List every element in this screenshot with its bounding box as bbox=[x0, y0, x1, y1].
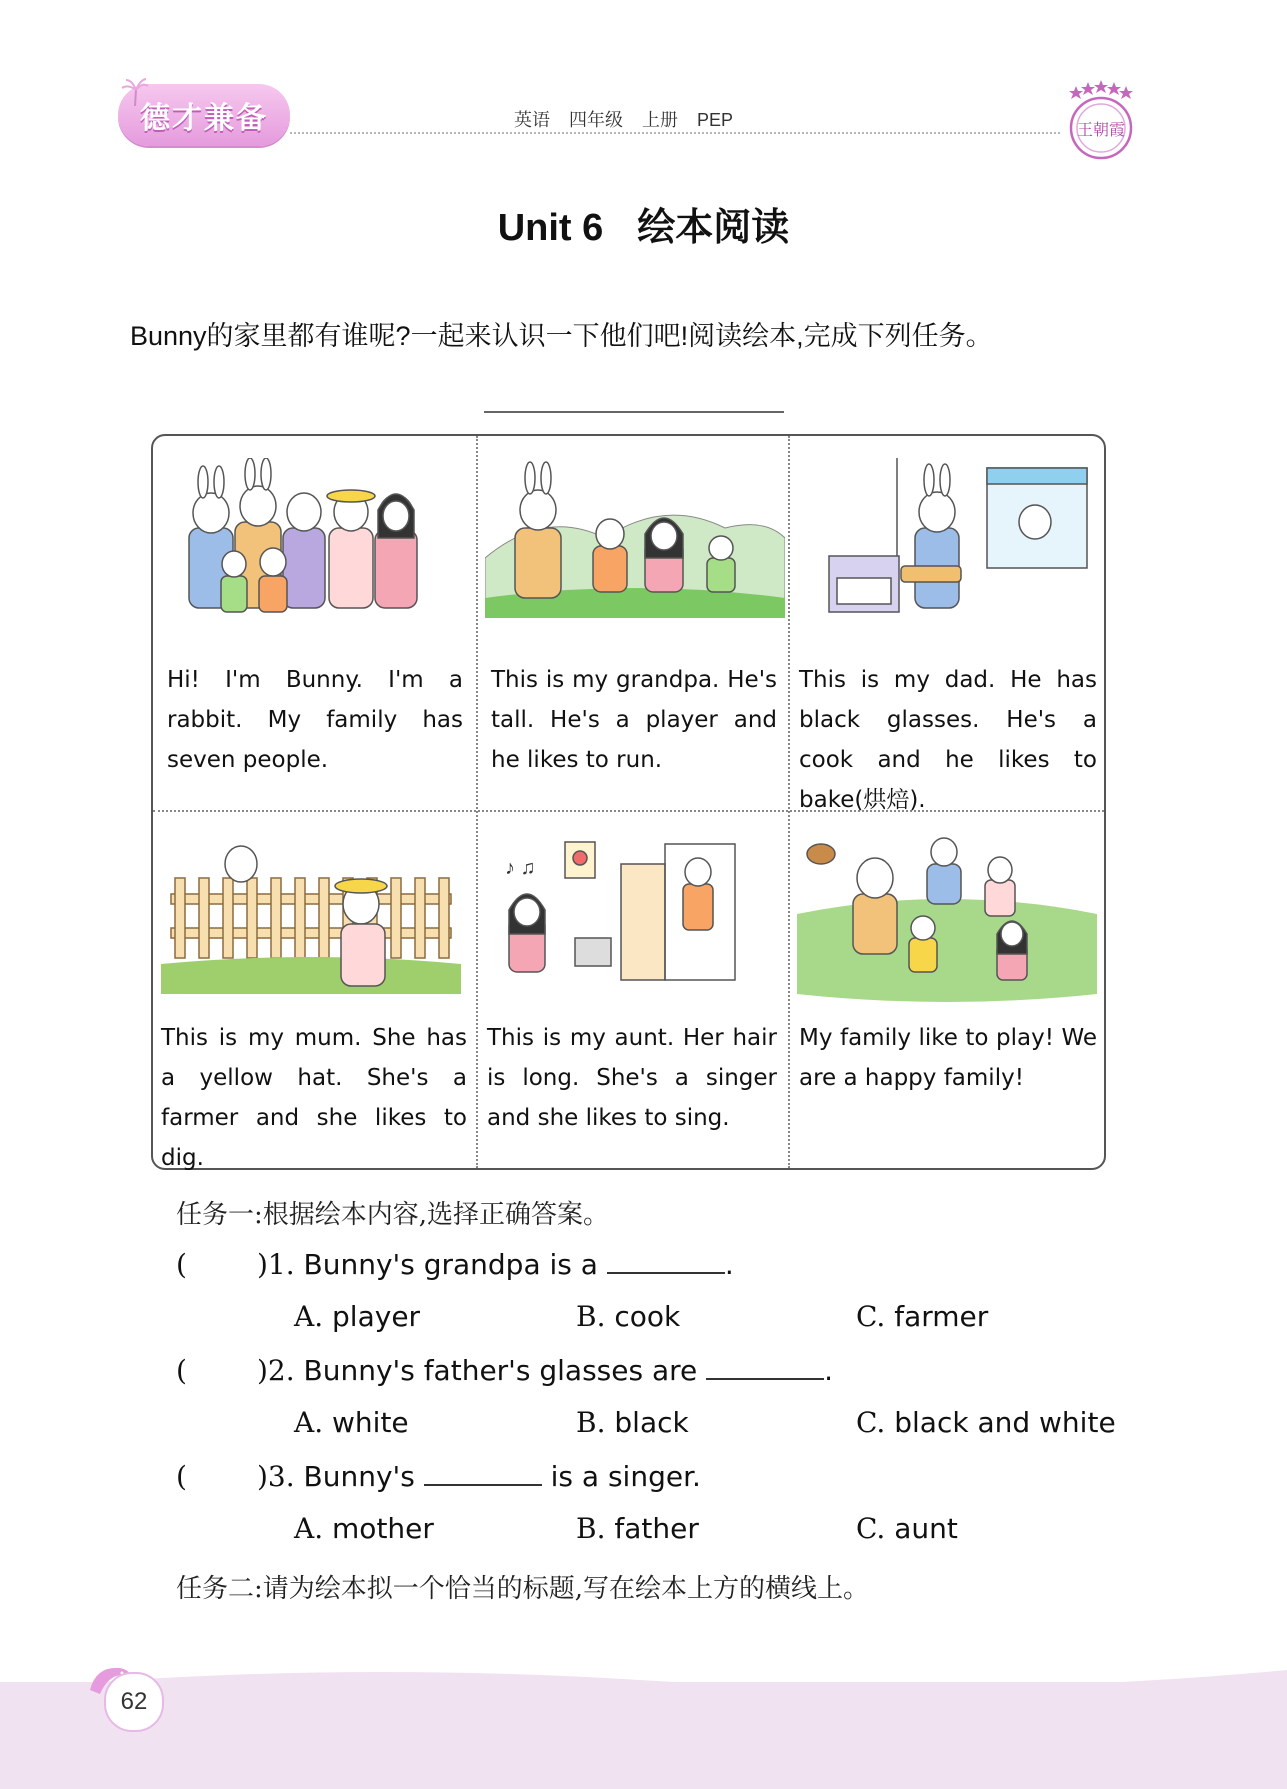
header-divider bbox=[290, 132, 1060, 134]
option-text: farmer bbox=[894, 1300, 989, 1333]
dad-illustration bbox=[797, 458, 1097, 628]
answer-paren-open: ( bbox=[176, 1354, 187, 1387]
option-letter: C. bbox=[856, 1300, 886, 1333]
panel-aunt bbox=[477, 812, 788, 1170]
option-letter: C. bbox=[856, 1512, 886, 1545]
option-text: white bbox=[332, 1406, 409, 1439]
option-text: father bbox=[614, 1512, 699, 1545]
panel-caption: This is my aunt. Her hair is long. She's a singer and she likes to sing. bbox=[487, 1025, 777, 1131]
option-c[interactable] bbox=[856, 1300, 988, 1333]
task2-heading: 任务二:请为绘本拟一个恰当的标题,写在绘本上方的横线上。 bbox=[176, 1574, 870, 1604]
fill-blank[interactable] bbox=[607, 1246, 725, 1274]
question-2 bbox=[176, 1352, 833, 1387]
fill-blank[interactable] bbox=[424, 1458, 542, 1486]
question-text: Bunny's father's glasses are bbox=[303, 1354, 698, 1387]
panel-caption: My family like to play! We are a happy family! bbox=[799, 1025, 1097, 1091]
edition-label: PEP bbox=[697, 110, 734, 130]
option-text: black bbox=[614, 1406, 689, 1439]
question-1 bbox=[176, 1246, 734, 1281]
topic-label: 绘本阅读 bbox=[637, 207, 790, 249]
option-text: cook bbox=[614, 1300, 681, 1333]
question-text-end: is a singer. bbox=[550, 1460, 701, 1493]
panel-play bbox=[789, 812, 1104, 1170]
question-number: 2. bbox=[267, 1354, 295, 1387]
panel-dad bbox=[789, 436, 1104, 813]
unit-label: Unit 6 bbox=[497, 207, 604, 249]
question-text-end: . bbox=[824, 1354, 834, 1387]
answer-paren-open: ( bbox=[176, 1248, 187, 1281]
panel-caption: Hi! I'm Bunny. I'm a rabbit. My family has seven people. bbox=[167, 667, 463, 773]
footer-band bbox=[0, 1682, 1287, 1789]
palm-tree-icon bbox=[120, 78, 150, 108]
option-letter: C. bbox=[856, 1406, 886, 1439]
question-text: Bunny's grandpa is a bbox=[303, 1248, 598, 1281]
panel-mum bbox=[153, 812, 475, 1170]
picture-book bbox=[151, 434, 1106, 1170]
family-illustration bbox=[161, 458, 461, 628]
question-text: Bunny's bbox=[303, 1460, 415, 1493]
grandpa-illustration bbox=[485, 458, 785, 628]
option-c[interactable] bbox=[856, 1406, 1116, 1439]
title-answer-line[interactable] bbox=[484, 411, 784, 413]
option-text: aunt bbox=[894, 1512, 958, 1545]
brand-logo-text: 德才兼备 bbox=[140, 101, 268, 136]
task1-heading: 任务一:根据绘本内容,选择正确答案。 bbox=[176, 1200, 610, 1230]
page-title bbox=[0, 196, 1287, 251]
answer-paren-close: ) bbox=[256, 1460, 268, 1493]
option-text: mother bbox=[332, 1512, 434, 1545]
play-illustration bbox=[797, 834, 1097, 1004]
question-text-end: . bbox=[724, 1248, 734, 1281]
answer-paren-close: ) bbox=[256, 1354, 268, 1387]
panel-caption: This is my mum. She has a yellow hat. She's a farmer and she likes to dig. bbox=[161, 1025, 467, 1171]
seal-text: 王朝霞 bbox=[1076, 120, 1126, 139]
panel-caption: This is my dad. He has black glasses. He's a cook and he likes to bake(烘焙). bbox=[799, 667, 1097, 813]
option-b[interactable] bbox=[576, 1512, 699, 1545]
aunt-illustration bbox=[485, 834, 785, 1004]
option-text: black and white bbox=[894, 1406, 1116, 1439]
option-letter: B. bbox=[576, 1406, 606, 1439]
option-letter: A. bbox=[294, 1512, 324, 1545]
intro-text: Bunny的家里都有谁呢?一起来认识一下他们吧!阅读绘本,完成下列任务。 bbox=[130, 321, 993, 351]
volume-label: 上册 bbox=[642, 110, 679, 130]
seal-icon bbox=[1064, 78, 1138, 164]
header-meta bbox=[514, 106, 733, 132]
mum-illustration bbox=[161, 834, 461, 1004]
option-letter: B. bbox=[576, 1512, 606, 1545]
answer-paren-close: ) bbox=[256, 1248, 268, 1281]
option-letter: A. bbox=[294, 1300, 324, 1333]
option-letter: A. bbox=[294, 1406, 324, 1439]
question-number: 3. bbox=[267, 1460, 295, 1493]
question-3 bbox=[176, 1458, 701, 1493]
subject-label: 英语 bbox=[514, 110, 550, 130]
option-a[interactable] bbox=[294, 1300, 420, 1333]
panel-caption: This is my grandpa. He's tall. He's a player and he likes to run. bbox=[491, 667, 777, 773]
fill-blank[interactable] bbox=[706, 1352, 824, 1380]
option-b[interactable] bbox=[576, 1300, 680, 1333]
option-letter: B. bbox=[576, 1300, 606, 1333]
option-c[interactable] bbox=[856, 1512, 958, 1545]
svg-text:♪ ♫: ♪ ♫ bbox=[505, 857, 536, 879]
question-number: 1. bbox=[267, 1248, 295, 1281]
panel-family bbox=[153, 436, 475, 810]
option-text: player bbox=[332, 1300, 421, 1333]
option-a[interactable] bbox=[294, 1406, 409, 1439]
option-b[interactable] bbox=[576, 1406, 689, 1439]
page-number: 62 bbox=[104, 1672, 164, 1732]
answer-paren-open: ( bbox=[176, 1460, 187, 1493]
grade-label: 四年级 bbox=[569, 110, 624, 130]
panel-grandpa bbox=[477, 436, 788, 810]
option-a[interactable] bbox=[294, 1512, 434, 1545]
